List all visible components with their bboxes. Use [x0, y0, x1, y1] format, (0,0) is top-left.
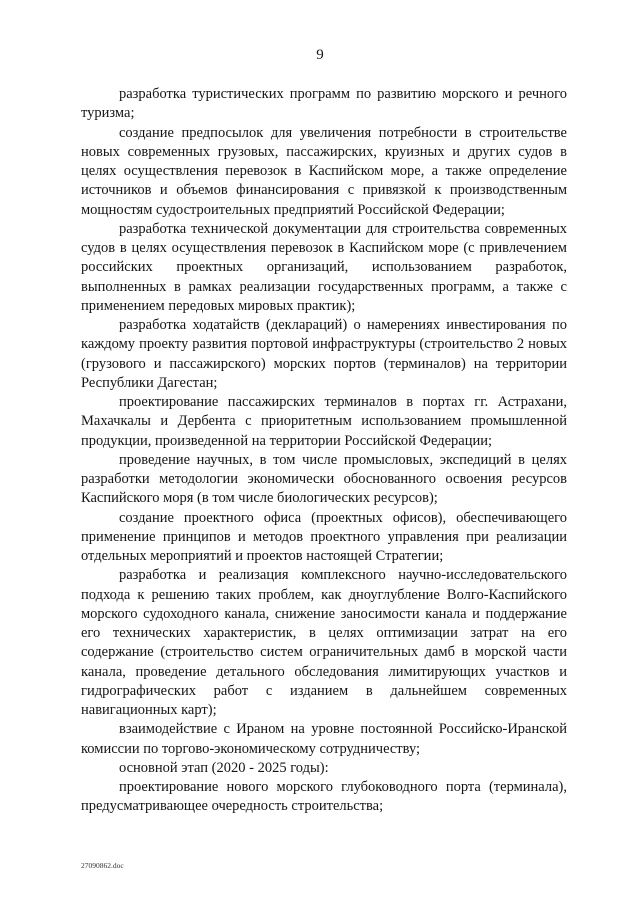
paragraph: взаимодействие с Ираном на уровне постоянной Российско-Иранской комиссии по торгово-экономическому сотрудничеству;: [81, 721, 567, 757]
paragraph: проектирование нового морского глубоководного порта (терминала), предусматривающее очередность строительства;: [81, 779, 567, 815]
footer-file-name: 27090862.doc: [81, 861, 124, 870]
paragraph: разработка и реализация комплексного научно-исследовательского подхода к решению таких проблем, как дноуглубление Волго-Каспийского морского судоходного канала, снижение заносимости канала и поддержание его технических характеристик, в целях оптимизации затрат на его содержание (строительство систем ограничительных дамб в морской части канала, проведение детального обследования лимитирующих участков и гидрографических работ с изданием в дальнейшем современных навигационных карт);: [81, 567, 567, 718]
page-number: 9: [316, 47, 324, 63]
paragraph: разработка туристических программ по развитию морского и речного туризма;: [81, 86, 567, 122]
paragraph: создание предпосылок для увеличения потребности в строительстве новых современных грузовых, пассажирских, круизных и других судов в целях осуществления перевозок в Каспийском море, а также определение источников и объемов финансирования с привязкой к производственным мощностям судостроительных предприятий Российской Федерации;: [81, 124, 567, 218]
paragraph: основной этап (2020 - 2025 годы):: [119, 759, 329, 776]
paragraph: создание проектного офиса (проектных офисов), обеспечивающего применение принципов и методов проектного управления при реализации отдельных мероприятий и проектов настоящей Стратегии;: [81, 509, 567, 564]
paragraph: разработка ходатайств (деклараций) о намерениях инвестирования по каждому проекту развития портовой инфраструктуры (строительство 2 новых (грузового и пассажирского) морских портов (терминалов) на территории Республики Дагестан;: [81, 317, 567, 391]
document-body: [81, 85, 567, 817]
paragraph: проведение научных, в том числе промысловых, экспедиций в целях разработки методологии экономически обоснованного освоения ресурсов Каспийского моря (в том числе биологических ресурсов);: [81, 451, 567, 507]
paragraph: разработка технической документации для строительства современных судов в целях осуществления перевозок в Каспийском море (с привлечением российских проектных организаций, использованием разработок, выполненных в рамках реализации государственных программ, а также с применением передовых мировых практик);: [81, 220, 567, 314]
paragraph: проектирование пассажирских терминалов в портах гг. Астрахани, Махачкалы и Дербента с приоритетным использованием промышленной продукции, произведенной на территории Российской Федерации;: [81, 394, 567, 449]
